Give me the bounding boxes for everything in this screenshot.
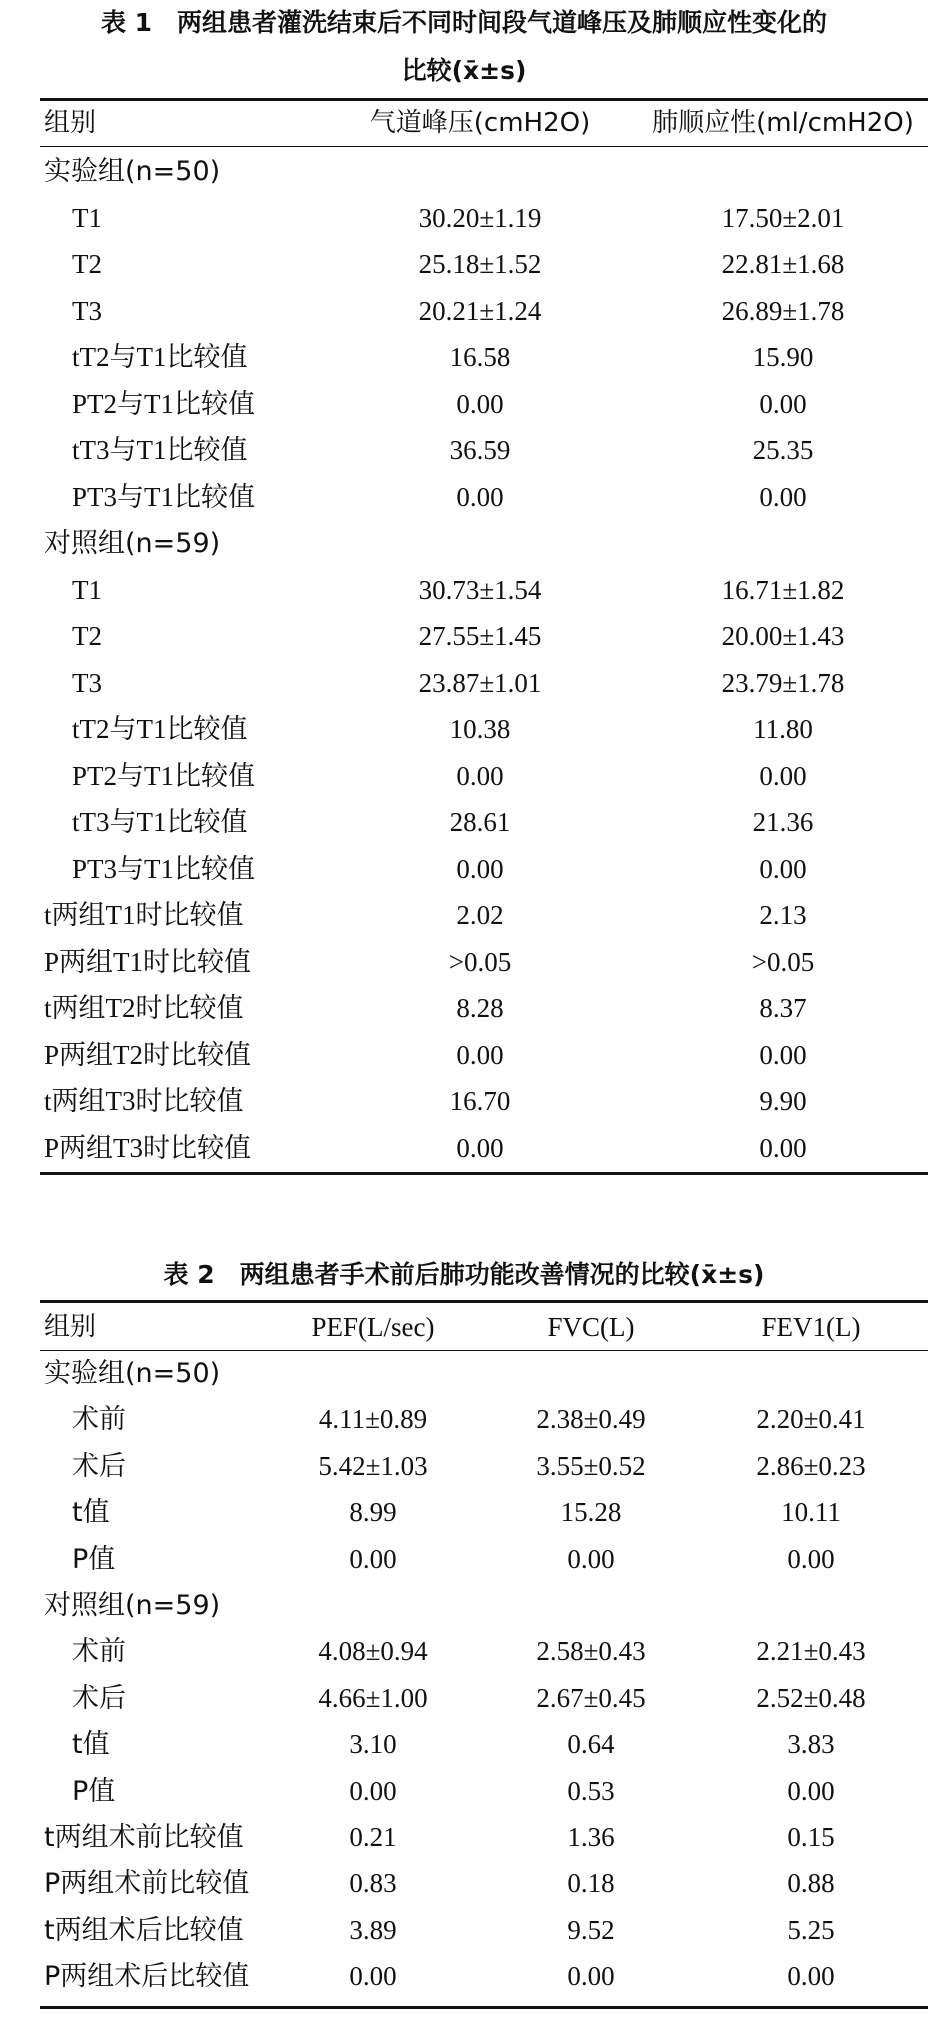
table2-cell-pef: 0.00 (349, 1961, 397, 1992)
table1-row-label: tT2与T1比较值 (72, 714, 248, 744)
table1-row-label: t两组T2时比较值 (44, 993, 244, 1023)
table1-cell-compliance: 23.79±1.78 (721, 667, 845, 698)
table1-cell-compliance: 0.00 (759, 1132, 807, 1163)
table2-row-label: P两组术后比较值 (44, 1961, 250, 1993)
table1-row-label: P两组T2时比较值 (44, 1039, 252, 1070)
table2-cell-fvc: 1.36 (567, 1822, 615, 1852)
table2-header-pef: PEF(L/sec) (311, 1312, 435, 1342)
table1-title-line2: 比较(x̄±s) (401, 56, 527, 85)
table1-cell-peak-pressure: 28.61 (449, 807, 511, 837)
table2-cell-fev1: 3.83 (787, 1729, 835, 1760)
table1-bottom-rule (40, 1172, 928, 1175)
table2-row-label: t值 (72, 1729, 110, 1761)
table2-cell-fvc: 2.58±0.43 (536, 1636, 646, 1667)
table1-cell-peak-pressure: 0.00 (456, 481, 504, 512)
table2-cell-pef: 4.08±0.94 (318, 1636, 428, 1667)
table2-header-group: 组别 (44, 1312, 97, 1342)
table1-cell-compliance: 8.37 (759, 993, 807, 1023)
table2-cell-fev1: 0.00 (787, 1775, 835, 1806)
table1-cell-peak-pressure: 36.59 (449, 435, 511, 465)
table2-cell-fvc: 0.00 (567, 1961, 615, 1992)
table2-cell-pef: 8.99 (349, 1497, 397, 1528)
table1-cell-compliance: 21.36 (752, 807, 814, 837)
table2-cell-fev1: 2.20±0.41 (756, 1404, 866, 1435)
table2-cell-fev1: 0.00 (787, 1961, 835, 1992)
table1-row-label: t两组T1时比较值 (44, 900, 244, 930)
table1-row-label: PT2与T1比较值 (72, 388, 256, 419)
table1-row-label: T1 (72, 574, 102, 605)
table1-cell-peak-pressure: 27.55±1.45 (418, 621, 542, 651)
table1-cell-compliance: 25.35 (752, 435, 814, 465)
table1-cell-peak-pressure: 23.87±1.01 (418, 667, 542, 698)
table2-cell-pef: 0.83 (349, 1868, 397, 1899)
table2-row-label: P两组术前比较值 (44, 1868, 250, 1900)
table1-row-label: tT3与T1比较值 (72, 435, 248, 465)
table2-cell-pef: 0.00 (349, 1775, 397, 1806)
table1-group2-label: 对照组(n=59) (44, 528, 221, 559)
table1-cell-compliance: 26.89±1.78 (721, 295, 845, 326)
table2-cell-fvc: 15.28 (560, 1497, 622, 1528)
table1-group1-label: 实验组(n=50) (44, 156, 221, 187)
table2-row-label: t两组术前比较值 (44, 1822, 244, 1853)
table2-cell-fvc: 0.53 (567, 1775, 615, 1806)
table1-cell-peak-pressure: 0.00 (456, 853, 504, 884)
table2-cell-pef: 4.11±0.89 (318, 1404, 428, 1435)
table1-header-peak-pressure: 气道峰压(cmH2O) (369, 108, 591, 138)
table2-row-label: 术前 (72, 1404, 126, 1436)
table2-cell-fvc: 3.55±0.52 (536, 1450, 646, 1481)
table1-cell-peak-pressure: 0.00 (456, 760, 504, 791)
table1-cell-peak-pressure: 0.00 (456, 1132, 504, 1163)
table1-cell-peak-pressure: 30.73±1.54 (418, 574, 542, 605)
table1-top-rule (40, 98, 928, 101)
table1-row-label: T1 (72, 202, 102, 233)
table2-cell-fvc: 0.18 (567, 1868, 615, 1899)
table1-cell-peak-pressure: 8.28 (456, 993, 504, 1023)
table1-title-line1: 表 1 两组患者灌洗结束后不同时间段气道峰压及肺顺应性变化的 (100, 8, 828, 37)
table2-cell-fev1: 2.86±0.23 (756, 1450, 866, 1481)
table2-header-fvc: FVC(L) (547, 1312, 635, 1342)
table2-row-label: t两组术后比较值 (44, 1914, 244, 1946)
table2-cell-fev1: 5.25 (787, 1914, 835, 1945)
table1-cell-peak-pressure: 20.21±1.24 (418, 295, 542, 326)
table1-cell-compliance: 0.00 (759, 388, 807, 419)
table1-cell-peak-pressure: 25.18±1.52 (418, 249, 542, 279)
table2-cell-fvc: 0.64 (567, 1729, 615, 1760)
table1-cell-compliance: 9.90 (759, 1086, 807, 1116)
table2-cell-fvc: 0.00 (567, 1543, 615, 1574)
table2-header-rule (40, 1350, 928, 1351)
table1-cell-compliance: 16.71±1.82 (721, 574, 845, 605)
table1-cell-peak-pressure: 16.58 (449, 342, 511, 372)
table1-row-label: PT3与T1比较值 (72, 853, 256, 884)
table1-cell-compliance: 11.80 (753, 714, 813, 744)
table2-cell-fev1: 2.21±0.43 (756, 1636, 866, 1667)
table2-cell-pef: 0.00 (349, 1543, 397, 1574)
table1-row-label: tT3与T1比较值 (72, 807, 248, 837)
table1-header-rule (40, 146, 928, 147)
table2-cell-fvc: 9.52 (567, 1914, 615, 1945)
table1-cell-compliance: 0.00 (759, 1039, 807, 1070)
table1-row-label: T3 (72, 295, 102, 326)
table2-cell-pef: 0.21 (349, 1822, 397, 1852)
table1-cell-compliance: 17.50±2.01 (721, 202, 845, 233)
table1-row-label: T3 (72, 667, 102, 698)
table2-top-rule (40, 1300, 928, 1303)
table2-row-label: P值 (72, 1543, 116, 1575)
table1-cell-peak-pressure: 0.00 (456, 388, 504, 419)
table2-cell-pef: 4.66±1.00 (318, 1682, 428, 1713)
table1-row-label: T2 (72, 621, 102, 651)
table2-row-label: 术后 (72, 1450, 126, 1482)
table1-cell-compliance: 15.90 (752, 342, 814, 372)
table2-row-label: 术后 (72, 1682, 126, 1714)
table2-header-fev1: FEV1(L) (761, 1312, 861, 1342)
table2-group1-label: 实验组(n=50) (44, 1358, 221, 1389)
table2-cell-fvc: 2.38±0.49 (536, 1404, 646, 1435)
table2-cell-fev1: 10.11 (781, 1497, 841, 1528)
table1-cell-compliance: >0.05 (751, 946, 815, 977)
table2-cell-fev1: 0.00 (787, 1543, 835, 1574)
table2-cell-pef: 3.10 (349, 1729, 397, 1760)
table2-cell-fev1: 0.15 (787, 1822, 835, 1852)
table1-cell-compliance: 0.00 (759, 853, 807, 884)
table2-bottom-rule (40, 2006, 928, 2009)
table1-header-compliance: 肺顺应性(ml/cmH2O) (652, 108, 914, 138)
table1-cell-peak-pressure: 10.38 (449, 714, 511, 744)
table1-cell-peak-pressure: 2.02 (456, 900, 504, 930)
table1-row-label: T2 (72, 249, 102, 279)
table2-group2-label: 对照组(n=59) (44, 1590, 221, 1621)
table1-cell-compliance: 0.00 (759, 481, 807, 512)
table2-row-label: t值 (72, 1497, 110, 1529)
table1-row-label: PT2与T1比较值 (72, 760, 256, 791)
table1-cell-compliance: 0.00 (759, 760, 807, 791)
table2-title: 表 2 两组患者手术前后肺功能改善情况的比较(x̄±s) (163, 1260, 765, 1289)
table2-cell-fev1: 0.88 (787, 1868, 835, 1899)
table1-header-group: 组别 (44, 108, 97, 138)
table2-row-label: P值 (72, 1775, 116, 1807)
table1-row-label: P两组T3时比较值 (44, 1132, 252, 1163)
table2-cell-pef: 5.42±1.03 (318, 1450, 428, 1481)
table1-cell-compliance: 2.13 (759, 900, 807, 930)
table1-row-label: tT2与T1比较值 (72, 342, 248, 372)
table1-cell-peak-pressure: 0.00 (456, 1039, 504, 1070)
table1-cell-compliance: 20.00±1.43 (721, 621, 845, 651)
table1-row-label: t两组T3时比较值 (44, 1086, 244, 1116)
table1-cell-peak-pressure: >0.05 (448, 946, 512, 977)
table1-cell-compliance: 22.81±1.68 (721, 249, 845, 279)
table1-row-label: P两组T1时比较值 (44, 946, 252, 977)
table2-row-label: 术前 (72, 1636, 126, 1668)
table1-cell-peak-pressure: 30.20±1.19 (418, 202, 542, 233)
table2-cell-pef: 3.89 (349, 1914, 397, 1945)
table2-cell-fev1: 2.52±0.48 (756, 1682, 866, 1713)
table2-cell-fvc: 2.67±0.45 (536, 1682, 646, 1713)
table1-row-label: PT3与T1比较值 (72, 481, 256, 512)
table1-cell-peak-pressure: 16.70 (449, 1086, 511, 1116)
